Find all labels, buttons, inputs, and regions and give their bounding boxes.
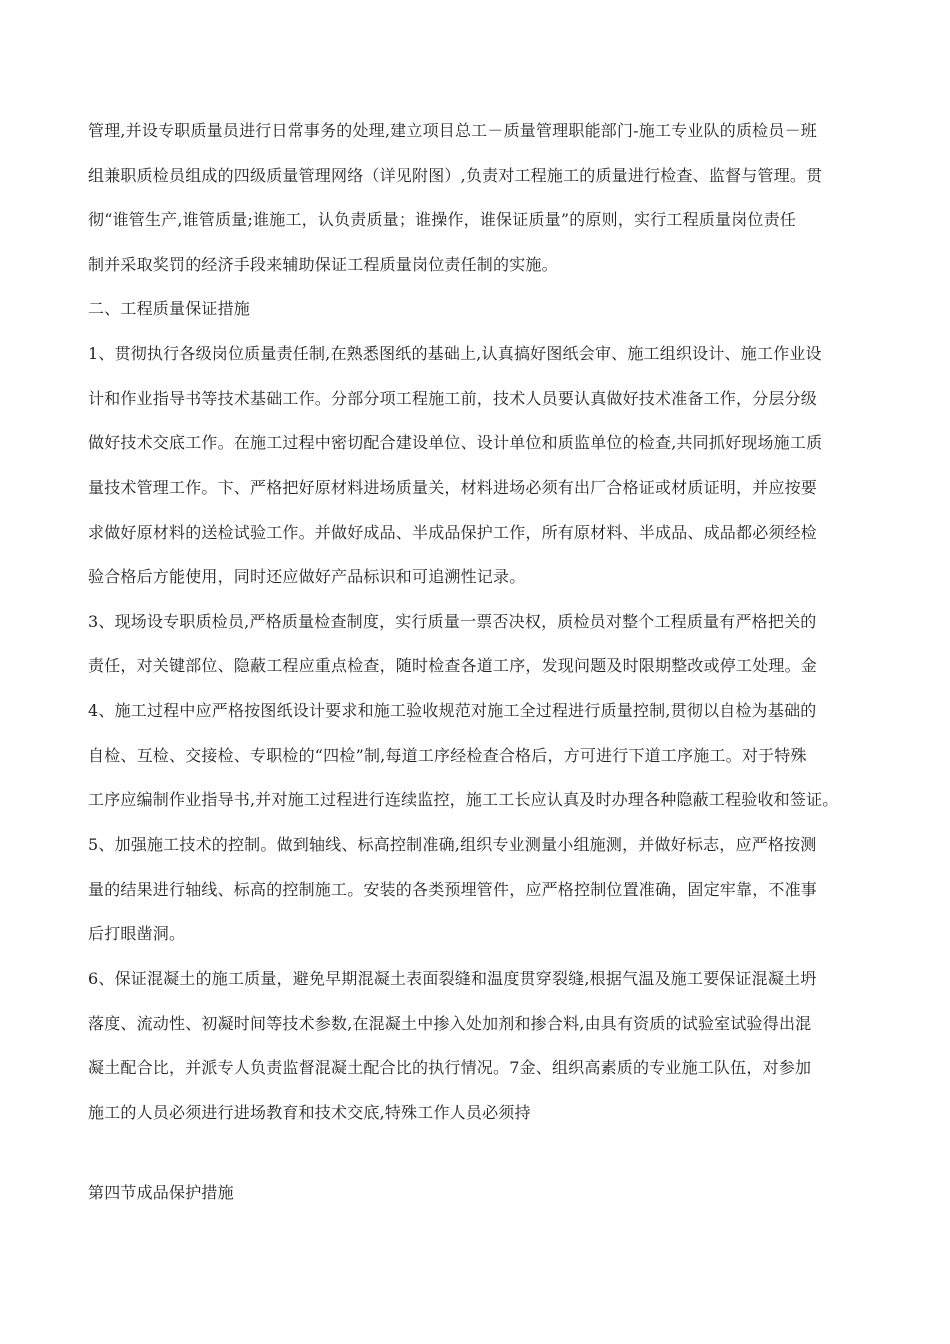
item-6-line-2: 落度、流动性、初凝时间等技术参数,在混凝土中掺入处加剂和掺合料,由具有资质的试验室试验得出混 <box>88 1014 812 1033</box>
item-4-line-3: 工序应编制作业指导书,并对施工过程进行连续监控，施工工长应认真及时办理各种隐蔽工程验收和签证。 <box>88 790 839 809</box>
item-1-line-5: 求做好原材料的送检试验工作。并做好成品、半成品保护工作，所有原材料、半成品、成品都必须经检 <box>88 523 818 542</box>
paragraph-line-3: 彻“谁管生产,谁管质量;谁施工，认负责质量；谁操作，谁保证质量”的原则，实行工程质量岗位责任 <box>88 210 797 229</box>
item-6-line-1: 6、保证混凝土的施工质量，避免早期混凝土表面裂缝和温度贯穿裂缝,根据气温及施工要保证混凝土坍 <box>88 969 817 988</box>
item-1-line-4: 量技术管理工作。卞、严格把好原材料进场质量关，材料进场必须有出厂合格证或材质证明，并应按要 <box>88 478 818 497</box>
item-4-line-2: 自检、互检、交接检、专职检的“四检”制,每道工序经检查合格后，方可进行下道工序施工。对于特殊 <box>88 746 807 765</box>
item-1-line-3: 做好技术交底工作。在施工过程中密切配合建设单位、设计单位和质监单位的检查,共同抓好现场施工质 <box>88 433 823 452</box>
item-5-line-3: 后打眼凿洞。 <box>88 924 186 943</box>
paragraph-line-2: 组兼职质检员组成的四级质量管理网络（详见附图）,负责对工程施工的质量进行检查、监督与管理。贯 <box>88 166 823 185</box>
item-1-line-2: 计和作业指导书等技术基础工作。分部分项工程施工前，技术人员要认真做好技术准备工作，分层分级 <box>88 389 818 408</box>
item-4-line-1: 4、施工过程中应严格按图纸设计要求和施工验收规范对施工全过程进行质量控制,贯彻以自检为基础的 <box>88 701 817 720</box>
item-7-line-1: 施工的人员必须进行进场教育和技术交底,特殊工作人员必须持 <box>88 1103 531 1122</box>
item-5-line-1: 5、加强施工技术的控制。做到轴线、标高控制准确,组织专业测量小组施测，并做好标志，应严格按测 <box>88 835 817 854</box>
section-title-4: 第四节成品保护措施 <box>88 1183 234 1202</box>
item-6-line-3: 凝土配合比，并派专人负责监督混凝土配合比的执行情况。7金、组织高素质的专业施工队伍，对参加 <box>88 1058 812 1077</box>
section-heading: 二、工程质量保证措施 <box>88 299 251 318</box>
item-1-line-6: 验合格后方能使用，同时还应做好产品标识和可追溯性记录。 <box>88 567 526 586</box>
item-1-line-1: 1、贯彻执行各级岗位质量责任制,在熟悉图纸的基础上,认真搞好图纸会审、施工组织设计、施工作业设 <box>88 344 822 363</box>
paragraph-line-4: 制并采取奖罚的经济手段来辅助保证工程质量岗位责任制的实施。 <box>88 255 558 274</box>
item-5-line-2: 量的结果进行轴线、标高的控制施工。安装的各类预埋管件，应严格控制位置准确，固定牢靠，不准事 <box>88 880 818 899</box>
item-3-line-2: 责任，对关键部位、隐蔽工程应重点检查，随时检查各道工序，发现问题及时限期整改或停工处理。金 <box>88 656 818 675</box>
item-3-line-1: 3、现场设专职质检员,严格质量检查制度，实行质量一票否决权，质检员对整个工程质量有严格把关的 <box>88 612 817 631</box>
paragraph-line-1: 管理,并设专职质量员进行日常事务的处理,建立项目总工－质量管理职能部门-施工专业队的质检员－班 <box>88 121 817 140</box>
